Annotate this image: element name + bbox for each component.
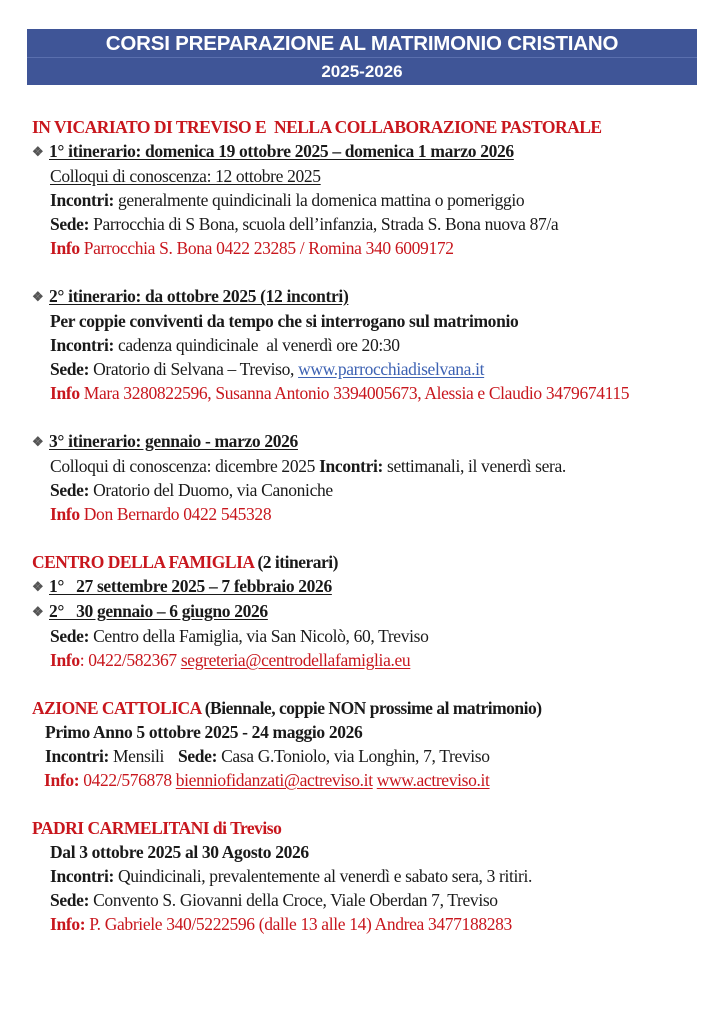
itinerario-title: ❖ 1° 27 settembre 2025 – 7 febbraio 2026 [0,574,723,599]
incontri-line: Incontri: cadenza quindicinale al venerdì ore 20:30 [50,335,400,355]
itinerario-1 [0,139,723,260]
document-body [0,115,723,936]
sede-line: Sede: Oratorio di Selvana – Treviso, www.parrocchiadiselvana.it [50,359,485,379]
sede-line: Sede: Convento S. Giovanni della Croce, Viale Oberdan 7, Treviso [50,890,498,910]
diamond-bullet-icon: ❖ [32,289,44,304]
diamond-bullet-icon: ❖ [32,144,44,159]
target-couples-line: Per coppie conviventi da tempo che si interrogano sul matrimonio [50,311,519,331]
itinerario-title: ❖ 1° itinerario: domenica 19 ottobre 2025 – domenica 1 marzo 2026 [0,139,723,164]
title-banner [27,29,697,85]
itinerario-title: ❖ 2° itinerario: da ottobre 2025 (12 incontri) [0,284,723,309]
section-azione-cattolica [0,696,723,792]
incontri-line: Incontri: generalmente quindicinali la domenica mattina o pomeriggio [50,190,525,210]
section-carmelitani [0,816,723,936]
itinerario-3 [0,429,723,526]
page-subtitle-years: 2025-2026 [321,62,403,81]
colloqui-incontri-line: Colloqui di conoscenza: dicembre 2025 Incontri: settimanali, il venerdì sera. [50,456,566,476]
incontri-sede-line: Incontri: Mensili Sede: Casa G.Toniolo, via Longhin, 7, Treviso [45,746,490,766]
itinerario-title: ❖ 2° 30 gennaio – 6 giugno 2026 [0,599,723,624]
section-centro-famiglia [0,550,723,672]
periodo-line: Dal 3 ottobre 2025 al 30 Agosto 2026 [50,842,309,862]
section-heading: PADRI CARMELITANI di Treviso [32,818,282,838]
info-line: Info: 0422/576878 bienniofidanzati@actreviso.it www.actreviso.it [44,770,490,790]
diamond-bullet-icon: ❖ [32,604,44,619]
info-line: Info Mara 3280822596, Susanna Antonio 3394005673, Alessia e Claudio 3479674115 [50,383,630,403]
selvana-website-link[interactable]: www.parrocchiadiselvana.it [298,359,485,379]
primo-anno-line: Primo Anno 5 ottobre 2025 - 24 maggio 2026 [45,722,363,742]
info-line: Info: 0422/582367 segreteria@centrodellafamiglia.eu [50,650,411,670]
section-heading: IN VICARIATO DI TREVISO E NELLA COLLABORAZIONE PASTORALE [32,117,602,137]
section-vicariato [0,115,723,526]
info-line: Info: P. Gabriele 340/5222596 (dalle 13 alle 14) Andrea 3477188283 [50,914,512,934]
diamond-bullet-icon: ❖ [32,434,44,449]
sede-line: Sede: Parrocchia di S Bona, scuola dell’infanzia, Strada S. Bona nuova 87/a [50,214,559,234]
ac-website-link[interactable]: www.actreviso.it [376,770,490,790]
section-heading: AZIONE CATTOLICA (Biennale, coppie NON prossime al matrimonio) [32,698,542,718]
sede-line: Sede: Centro della Famiglia, via San Nicolò, 60, Treviso [50,626,429,646]
info-line: Info Don Bernardo 0422 545328 [50,504,272,524]
incontri-line: Incontri: Quindicinali, prevalentemente al venerdì e sabato sera, 3 ritiri. [50,866,533,886]
centro-famiglia-email-link[interactable]: segreteria@centrodellafamiglia.eu [180,650,411,670]
colloqui-line: Colloqui di conoscenza: 12 ottobre 2025 [50,166,321,186]
sede-line: Sede: Oratorio del Duomo, via Canoniche [50,480,333,500]
section-heading: CENTRO DELLA FAMIGLIA (2 itinerari) [32,552,338,572]
itinerario-title: ❖ 3° itinerario: gennaio - marzo 2026 [0,429,723,454]
itinerario-2 [0,284,723,405]
ac-email-link[interactable]: bienniofidanzati@actreviso.it [175,770,373,790]
page-title: CORSI PREPARAZIONE AL MATRIMONIO CRISTIANO [27,29,697,58]
info-line: Info Parrocchia S. Bona 0422 23285 / Romina 340 6009172 [50,238,454,258]
diamond-bullet-icon: ❖ [32,579,44,594]
